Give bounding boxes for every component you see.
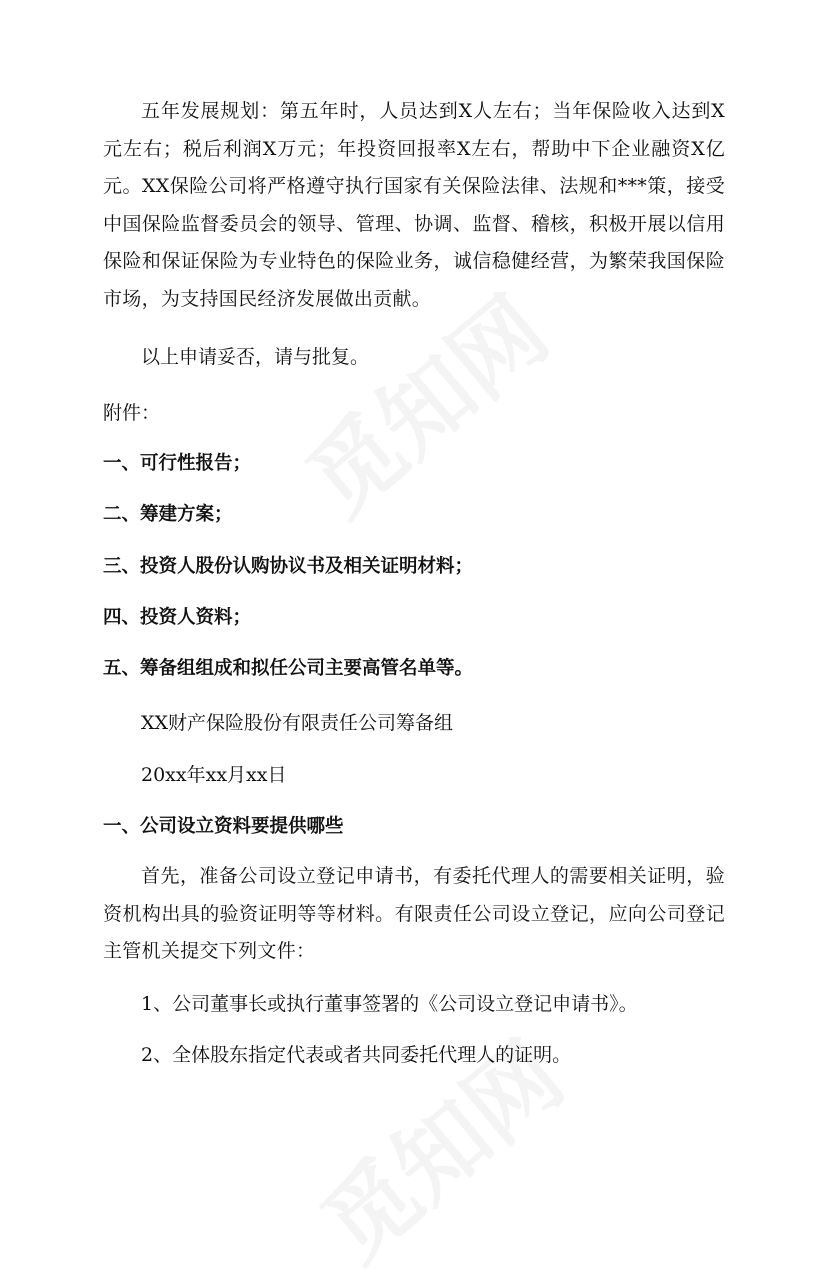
section-heading: 一、公司设立资料要提供哪些 [103,816,344,837]
development-plan-paragraph: 五年发展规划：第五年时，人员达到X人左右；当年保险收入达到X元左右；税后利润X万元；年投资回报率X左右，帮助中下企业融资X亿元。XX保险公司将严格遵守执行国家有关保险法律、法规和***策，接受中国保险监督委员会的领导、管理、协调、监督、稽核，积极开展以信用保险和保证保险为专业特色的保险业务，诚信稳健经营，为繁荣我国保险市场，为支持国民经济发展做出贡献。 [103,100,725,310]
list-item: 2、全体股东指定代表或者共同委托代理人的证明。 [141,1044,572,1066]
attachment-item: 一、可行性报告； [103,453,252,474]
attachment-item: 二、筹建方案； [103,504,233,525]
attachments-label: 附件： [103,402,161,424]
section-paragraph: 首先，准备公司设立登记申请书，有委托代理人的需要相关证明，验资机构出具的验资证明等等材料。有限责任公司设立登记，应向公司登记主管机关提交下列文件： [103,865,725,962]
attachment-item: 五、筹备组组成和拟任公司主要高管名单等。 [103,658,474,679]
signature-organization: XX财产保险股份有限责任公司筹备组 [141,712,454,734]
attachment-item: 三、投资人股份认购协议书及相关证明材料； [103,556,474,577]
attachment-item: 四、投资人资料； [103,607,252,628]
request-line: 以上申请妥否，请与批复。 [141,346,370,368]
signature-date: 20xx年xx月xx日 [141,764,287,786]
list-item: 1、公司董事长或执行董事签署的《公司设立登记申请书》。 [141,993,638,1015]
